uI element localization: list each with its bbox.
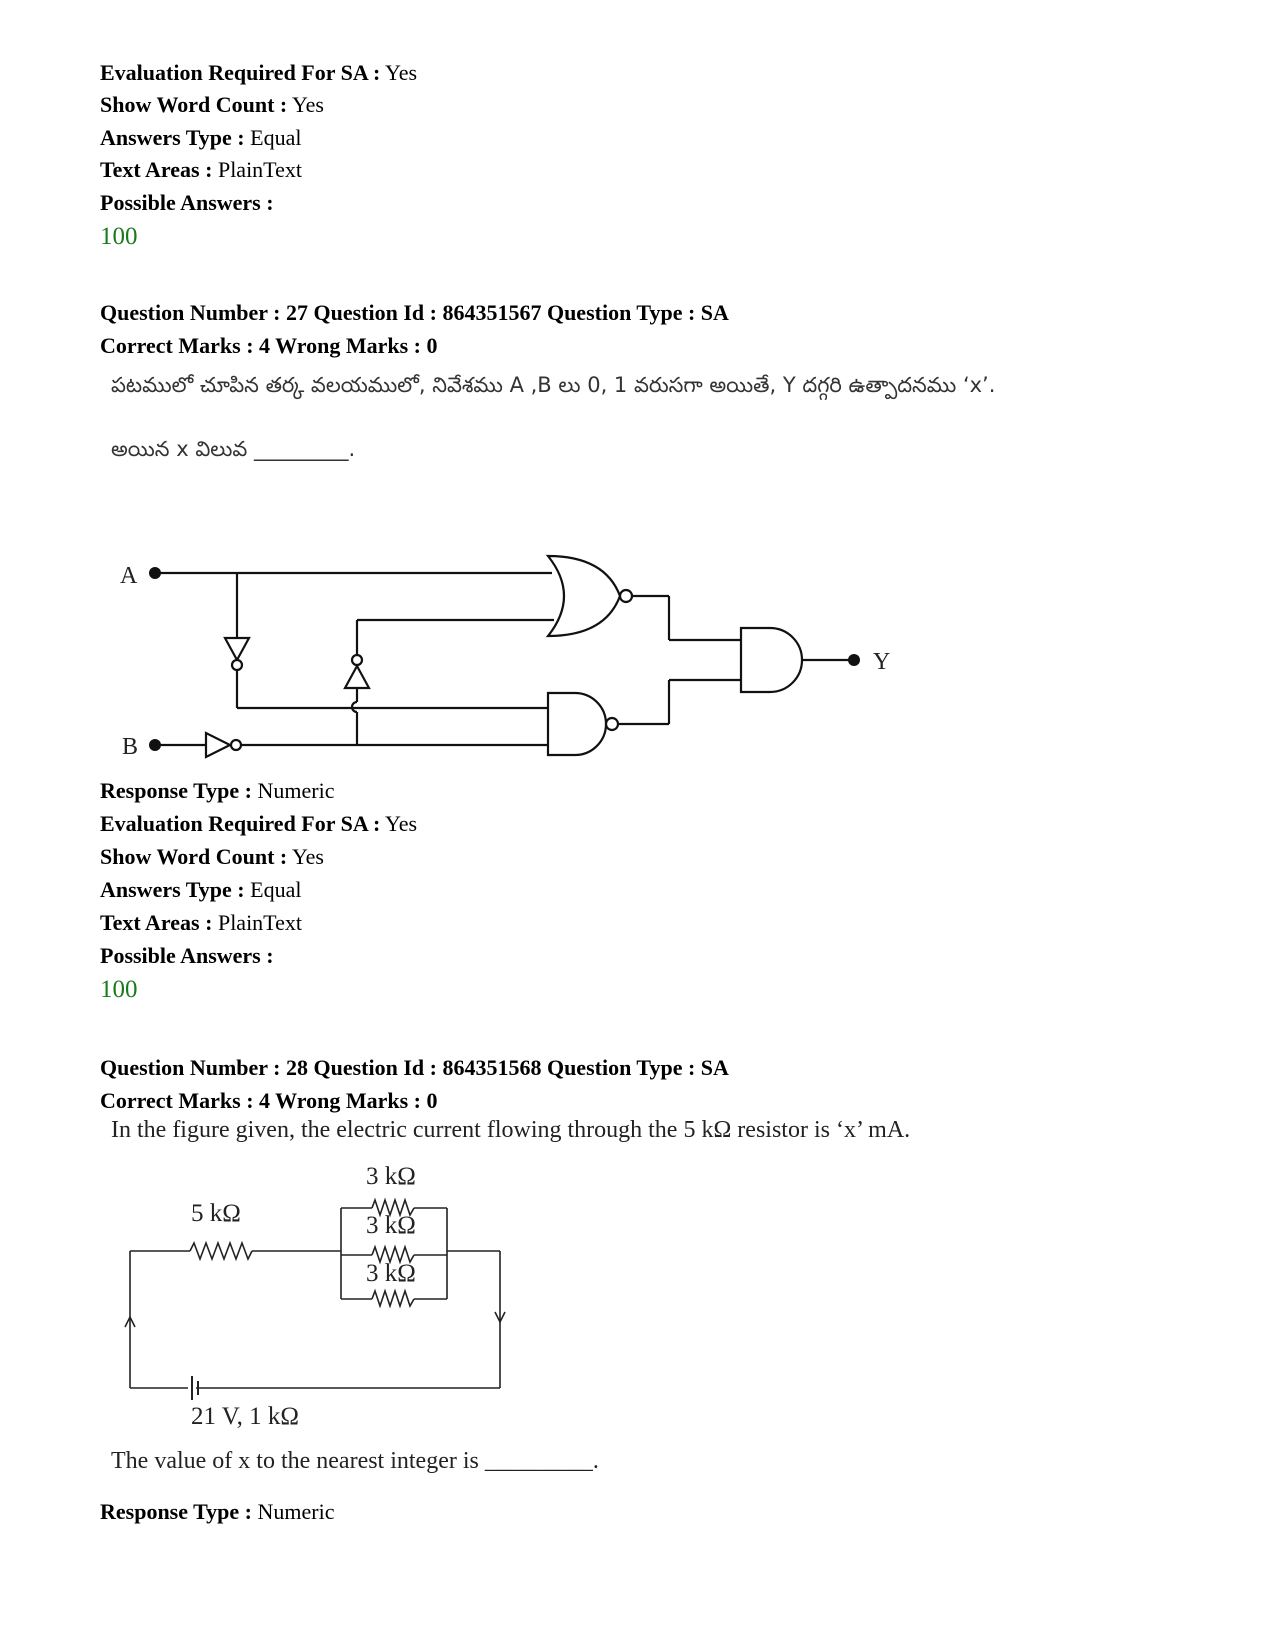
evaluation-label: Evaluation Required For SA : <box>100 811 381 836</box>
answers-type-value: Equal <box>250 125 302 150</box>
answers-type-label: Answers Type : <box>100 877 245 902</box>
text-areas-label: Text Areas : <box>100 910 213 935</box>
label-r-parallel-1: 3 kΩ <box>366 1163 416 1190</box>
label-r-series: 5 kΩ <box>191 1200 241 1227</box>
label-b: B <box>122 734 139 760</box>
evaluation-value: Yes <box>385 811 418 836</box>
text-areas-value: PlainText <box>217 910 302 935</box>
word-count-value: Yes <box>291 92 324 117</box>
q27-possible-answer-value: 100 <box>100 976 138 1003</box>
q28-question-blank: The value of x to the nearest integer is _________. <box>111 1448 599 1474</box>
answers-type-label: Answers Type : <box>100 125 245 150</box>
q27-question-text: పటములో చూపిన తర్క వలయములో, నివేశము A ,B లు 0, 1 వరుసగా అయితే, Y దగ్గరి ఉత్పాదనము ‘x’. <box>111 373 996 397</box>
q28-response-type-line <box>100 1496 334 1528</box>
text-areas-value: PlainText <box>217 157 302 182</box>
label-r-parallel-3: 3 kΩ <box>366 1260 416 1287</box>
word-count-label: Show Word Count : <box>100 844 288 869</box>
response-type-label: Response Type : <box>100 778 252 803</box>
response-type-value: Numeric <box>257 1499 335 1524</box>
word-count-label: Show Word Count : <box>100 92 288 117</box>
answers-type-value: Equal <box>250 877 302 902</box>
possible-answers-label: Possible Answers : <box>100 190 274 215</box>
q28-marks: Correct Marks : 4 Wrong Marks : 0 <box>100 1088 438 1113</box>
possible-answer-value: 100 <box>100 223 138 250</box>
q27-header: Question Number : 27 Question Id : 864351567 Question Type : SA <box>100 300 729 325</box>
text-areas-label: Text Areas : <box>100 157 213 182</box>
label-a: A <box>120 563 138 589</box>
label-battery: 21 V, 1 kΩ <box>191 1403 299 1430</box>
word-count-value: Yes <box>291 844 324 869</box>
q28-question-text: In the figure given, the electric current flowing through the 5 kΩ resistor is ‘x’ mA. <box>111 1117 911 1143</box>
possible-answers-label: Possible Answers : <box>100 943 274 968</box>
response-type-label: Response Type : <box>100 1499 252 1524</box>
response-type-value: Numeric <box>257 778 335 803</box>
q27-question-blank: అయిన x విలువ _________. <box>111 437 356 461</box>
evaluation-value: Yes <box>385 60 418 85</box>
label-r-parallel-2: 3 kΩ <box>366 1212 416 1239</box>
label-y: Y <box>873 649 891 675</box>
evaluation-label: Evaluation Required For SA : <box>100 60 381 85</box>
q27-marks: Correct Marks : 4 Wrong Marks : 0 <box>100 333 438 358</box>
q28-header: Question Number : 28 Question Id : 864351568 Question Type : SA <box>100 1055 729 1080</box>
